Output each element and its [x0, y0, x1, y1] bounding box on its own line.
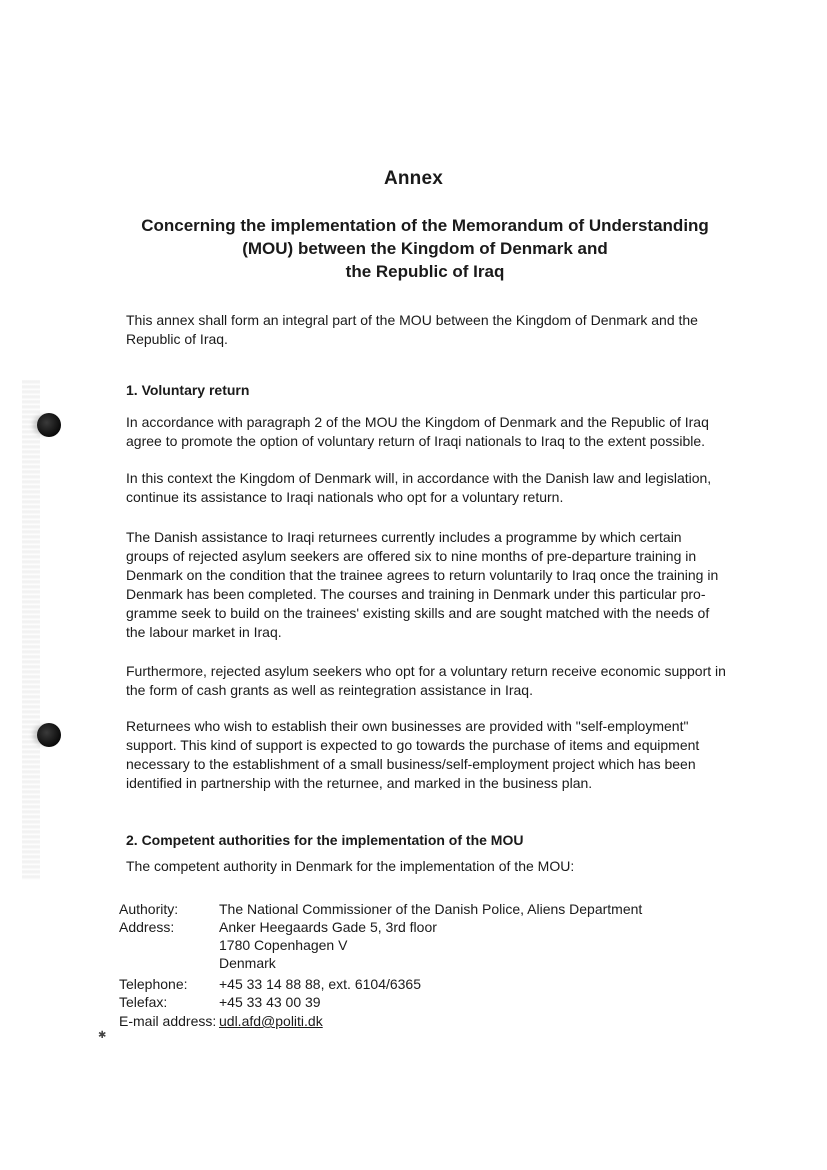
- document-subtitle-line: (MOU) between the Kingdom of Denmark and: [242, 239, 608, 258]
- scan-speck-icon: ✱: [98, 1030, 107, 1041]
- section-1-paragraph: Furthermore, rejected asylum seekers who opt for a voluntary return receive economic support in the form of cash grants as well as reintegration assistance in Iraq.: [126, 663, 726, 698]
- section-1-paragraph: In this context the Kingdom of Denmark will, in accordance with the Danish law and legislation, continue its assistance to Iraqi nationals who opt for a voluntary return.: [126, 470, 712, 505]
- address-line: Anker Heegaards Gade 5, 3rd floor: [219, 919, 437, 935]
- authority-label: Authority:: [119, 901, 179, 917]
- punch-hole-icon: [37, 723, 61, 747]
- email-link[interactable]: udl.afd@politi.dk: [219, 1013, 323, 1029]
- section-1-heading: 1. Voluntary return: [126, 382, 250, 398]
- document-title: Annex: [383, 168, 444, 189]
- intro-paragraph: This annex shall form an integral part of the MOU between the Kingdom of Denmark and the Republic of Iraq.: [126, 312, 698, 347]
- section-1-paragraph: The Danish assistance to Iraqi returnees currently includes a programme by which certain groups of rejected asylum seekers are offered six to nine months of pre-departure training in Denmark on the condition that the trainee agrees to return voluntarily to Iraq once the training in Denmark has been completed. The courses and training in Denmark under this particular pro-gramme seek to build on the trainees' existing skills and are sought matched with the needs of the labour market in Iraq.: [126, 529, 719, 640]
- section-2-intro: The competent authority in Denmark for the implementation of the MOU:: [126, 858, 575, 874]
- section-1-paragraph: In accordance with paragraph 2 of the MOU the Kingdom of Denmark and the Republic of Iraq agree to promote the option of voluntary return of Iraqi nationals to Iraq to the extent possible.: [126, 414, 709, 449]
- telefax-value: +45 33 43 00 39: [219, 994, 321, 1010]
- telephone-label: Telephone:: [119, 976, 188, 992]
- telefax-label: Telefax:: [119, 994, 168, 1010]
- email-label: E-mail address:: [119, 1013, 217, 1029]
- address-line: 1780 Copenhagen V: [219, 937, 348, 953]
- punch-hole-icon: [37, 413, 61, 437]
- document-subtitle-line: the Republic of Iraq: [345, 262, 505, 281]
- telephone-value: +45 33 14 88 88, ext. 6104/6365: [219, 976, 422, 992]
- section-2-heading: 2. Competent authorities for the implementation of the MOU: [126, 832, 524, 848]
- address-line: Denmark: [219, 955, 276, 971]
- section-1-paragraph: Returnees who wish to establish their own businesses are provided with "self-employment" support. This kind of support is expected to go towards the purchase of items and equipment necessary to the establishment of a small business/self-employment project which has been identified in partnership with the returnee, and marked in the business plan.: [126, 718, 700, 791]
- document-subtitle-line: Concerning the implementation of the Memorandum of Understanding: [141, 216, 709, 235]
- address-label: Address:: [119, 919, 175, 935]
- authority-value: The National Commissioner of the Danish Police, Aliens Department: [219, 901, 643, 917]
- scan-edge-artifact: [22, 380, 40, 880]
